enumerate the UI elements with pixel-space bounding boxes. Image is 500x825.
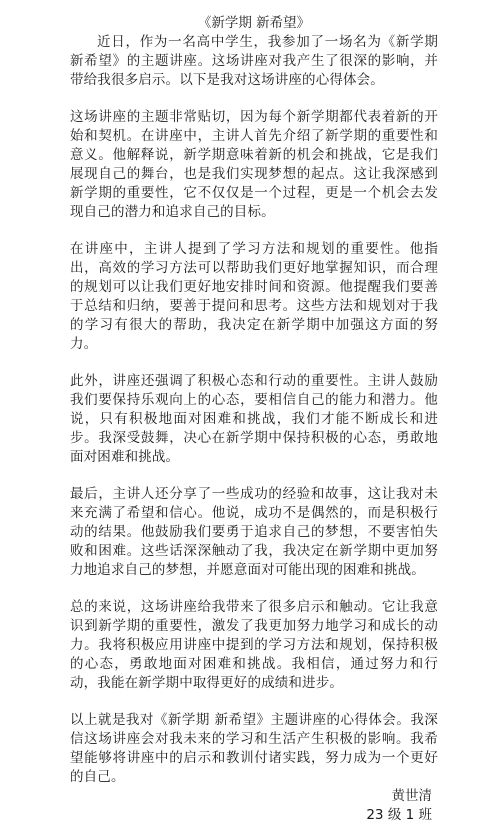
author-name: 黄世清 bbox=[391, 788, 432, 804]
paragraph-conclusion: 以上就是我对《新学期 新希望》主题讲座的心得体会。我深信这场讲座会对我未来的学习和生活产生积极的影响。我希望能够将讲座中的启示和教训付诸实践，努力成为一个更好的自己。 bbox=[70, 712, 438, 785]
document-title: 《新学期 新希望》 bbox=[197, 15, 311, 31]
signature-block bbox=[70, 787, 438, 825]
paragraph-methods: 在讲座中，主讲人提到了学习方法和规划的重要性。他指出，高效的学习方法可以帮助我们更好地掌握知识，而合理的规划可以让我们更好地安排时间和资源。他提醒我们要善于总结和归纳，要善于提问和思考。这些方法和规划对于我的学习有很大的帮助，我决定在新学期中加强这方面的努力。 bbox=[70, 241, 438, 352]
paragraph-stories: 最后，主讲人还分享了一些成功的经验和故事，这让我对未来充满了希望和信心。他说，成功不是偶然的，而是积极行动的结果。他鼓励我们要勇于追求自己的梦想，不要害怕失败和困难。这些话深深触动了我，我决定在新学期中更加努力地追求自己的梦想，并愿意面对可能出现的困难和挑战。 bbox=[70, 486, 438, 578]
paragraph-intro: 近日，作为一名高中学生，我参加了一场名为《新学期 新希望》的主题讲座。这场讲座对我产生了很深的影响，并带给我很多启示。以下是我对这场讲座的心得体会。 bbox=[70, 34, 438, 88]
paragraph-summary: 总的来说，这场讲座给我带来了很多启示和触动。它让我意识到新学期的重要性，激发了我更加努力地学习和成长的动力。我将积极应用讲座中提到的学习方法和规划，保持积极的心态，勇敢地面对困难和挑战。我相信，通过努力和行动，我能在新学期中取得更好的成绩和进步。 bbox=[70, 599, 438, 691]
paragraph-attitude: 此外，讲座还强调了积极心态和行动的重要性。主讲人鼓励我们要保持乐观向上的心态，要相信自己的能力和潜力。他说，只有积极地面对困难和挑战，我们才能不断成长和进步。我深受鼓舞，决心在新学期中保持积极的心态，勇敢地面对困难和挑战。 bbox=[70, 373, 438, 465]
author-class: 23 级 1 班 bbox=[366, 807, 432, 823]
paragraph-theme: 这场讲座的主题非常贴切，因为每个新学期都代表着新的开始和契机。在讲座中，主讲人首先介绍了新学期的重要性和意义。他解释说，新学期意味着新的机会和挑战，它是我们展现自己的舞台，也是我们实现梦想的起点。这让我深感到新学期的重要性，它不仅仅是一个过程，更是一个机会去发现自己的潜力和追求自己的目标。 bbox=[70, 109, 438, 220]
